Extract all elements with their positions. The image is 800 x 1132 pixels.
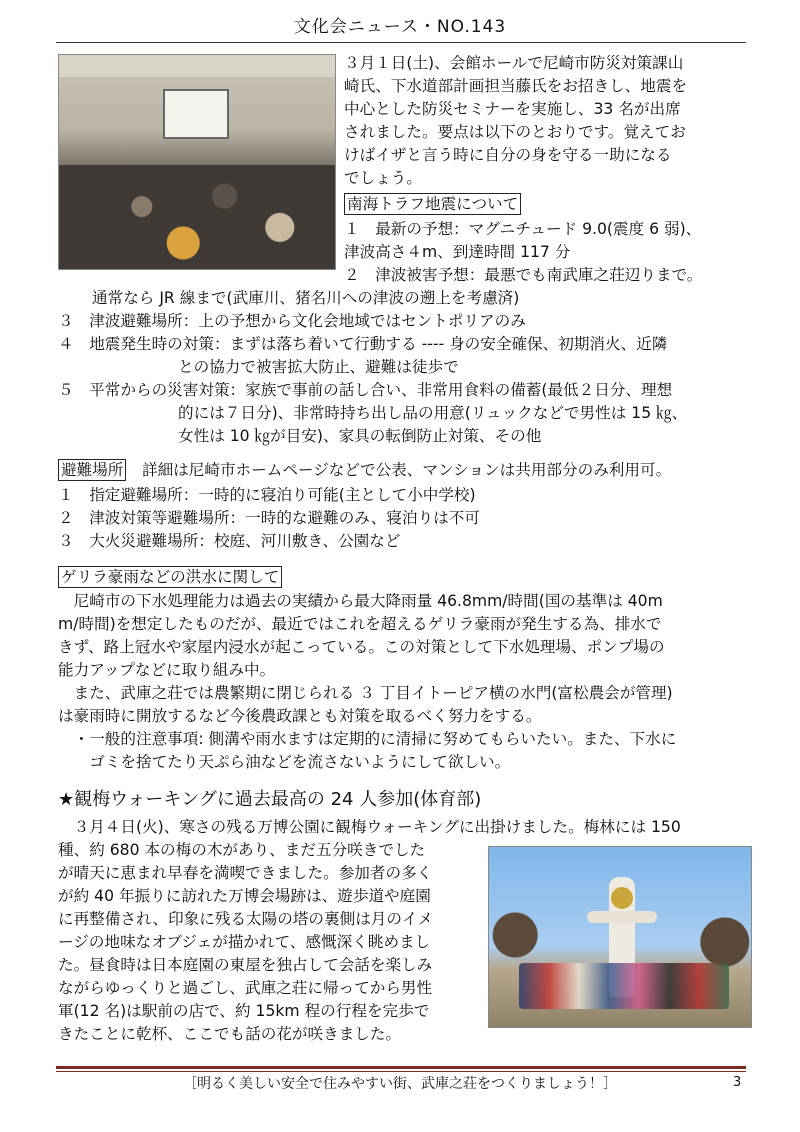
- section-heading-flood-row: [58, 566, 282, 588]
- intro-line: ３月１日(土)、会館ホールで尼崎市防災対策課山: [344, 54, 684, 72]
- flood-line: は豪雨時に開放するなど今後農政課とも対策を取るべく努力をする。: [58, 707, 542, 725]
- nankai-line: ２ 津波被害予想：最悪でも南武庫之荘辺りまで。: [344, 266, 703, 284]
- intro-line: でしょう。: [344, 169, 422, 187]
- walking-line: た。昼食時は日本庭園の東屋を独占して会話を楽しみ: [58, 956, 433, 974]
- section-heading-evacuation: 避難場所: [58, 459, 126, 481]
- intro-line: されました。要点は以下のとおりです。覚えてお: [344, 123, 686, 141]
- nankai-line: ５ 平常からの災害対策：家族で事前の話し合い、非常用食料の備蓄(最低２日分、理想: [58, 381, 673, 399]
- walking-line: ながらゆっくりと過ごし、武庫之荘に帰ってから男性: [58, 979, 433, 997]
- walking-line: に再整備され、印象に残る太陽の塔の裏側は月のイメ: [58, 910, 434, 928]
- tower-of-sun-group-photo: [488, 846, 752, 1028]
- evacuation-heading-row: [58, 459, 671, 481]
- walking-line: 種、約 680 本の梅の木があり、まだ五分咲きでした: [58, 841, 426, 859]
- flood-line: m/時間)を想定したものだが、最近ではこれを超えるゲリラ豪雨が発生する為、排水で: [58, 615, 662, 633]
- flood-line: 尼崎市の下水処理能力は過去の実績から最大降雨量 46.8mm/時間(国の基準は 40m: [58, 592, 663, 610]
- evacuation-line: ２ 津波対策等避難場所：一時的な避難のみ、寝泊りは不可: [58, 509, 480, 527]
- flood-line: また、武庫之荘では農繁期に閉じられる ３ 丁目イトーピア横の水門(富松農会が管理): [58, 684, 673, 702]
- newsletter-title: 文化会ニュース・NO.143: [293, 17, 507, 37]
- section-heading-nankai: [344, 193, 521, 215]
- evacuation-line: １ 指定避難場所：一時的に寝泊り可能(主として小中学校): [58, 486, 476, 504]
- nankai-line: との協力で被害拡大防止、避難は徒歩で: [178, 358, 459, 376]
- nankai-line: 津波高さ４m、到達時間 117 分: [344, 243, 571, 261]
- nankai-line: ３ 津波避難場所：上の予想から文化会地域ではセントポリアのみ: [58, 312, 526, 330]
- article-title-walking: ★観梅ウォーキングに過去最高の 24 人参加(体育部): [58, 789, 482, 810]
- flood-line: ・一般的注意事項: 側溝や雨水ますは定期的に清掃に努めてもらいたい。また、下水に: [58, 730, 677, 748]
- flood-line: きず、路上冠水や家屋内浸水が起こっている。この対策として下水処理場、ポンプ場の: [58, 638, 665, 656]
- nankai-line: 通常なら JR 線まで(武庫川、猪名川への津波の遡上を考慮済): [92, 289, 520, 307]
- footer-divider: [56, 1066, 746, 1069]
- evacuation-desc: 詳細は尼崎市ホームページなどで公表、マンションは共用部分のみ利用可。: [126, 461, 672, 479]
- evacuation-line: ３ 大火災避難場所：校庭、河川敷き、公園など: [58, 532, 401, 550]
- walking-line: が晴天に恵まれ早春を満喫できました。参加者の多く: [58, 864, 433, 882]
- nankai-line: 的には７日分)、非常時持ち出し品の用意(リュックなどで男性は 15 ㎏、: [178, 404, 688, 422]
- seminar-photo: [58, 54, 336, 270]
- nankai-line: 女性は 10 ㎏が目安)、家具の転倒防止対策、その他: [178, 427, 542, 445]
- page-number: 3: [733, 1075, 742, 1090]
- walking-line: が約 40 年振りに訪れた万博会場跡は、遊歩道や庭園: [58, 887, 431, 905]
- walking-line: きたことに乾杯、ここでも話の花が咲きました。: [58, 1025, 402, 1043]
- intro-line: 中心とした防災セミナーを実施し、33 名が出席: [344, 100, 681, 118]
- walking-line: ３月４日(火)、寒さの残る万博公園に観梅ウォーキングに出掛けました。梅林には 150: [58, 818, 681, 836]
- nankai-line: １ 最新の予想：マグニチュード 9.0(震度 6 弱)、: [344, 220, 702, 238]
- section-heading-flood: ゲリラ豪雨などの洪水に関して: [58, 566, 282, 588]
- intro-line: 崎氏、下水道部計画担当藤氏をお招きし、地震を: [344, 77, 688, 95]
- footer-divider-thin: [56, 1071, 746, 1072]
- footer-slogan: ［明るく美しい安全で住みやすい街、武庫之荘をつくりましょう！］: [183, 1076, 617, 1092]
- walking-line: 軍(12 名)は駅前の店で、約 15km 程の行程を完歩で: [58, 1002, 430, 1020]
- walking-line: ージの地味なオブジェが描かれて、感慨深く眺めまし: [58, 933, 431, 951]
- flood-line: 能力アップなどに取り組み中。: [58, 661, 276, 679]
- flood-line: ゴミを捨てたり天ぷら油などを流さないようにして欲しい。: [58, 753, 511, 771]
- section-heading-nankai-label: 南海トラフ地震について: [344, 193, 521, 215]
- nankai-line: ４ 地震発生時の対策：まずは落ち着いて行動する ---- 身の安全確保、初期消火、近隣: [58, 335, 668, 353]
- header-divider: [56, 42, 746, 43]
- intro-line: けばイザと言う時に自分の身を守る一助になる: [344, 146, 672, 164]
